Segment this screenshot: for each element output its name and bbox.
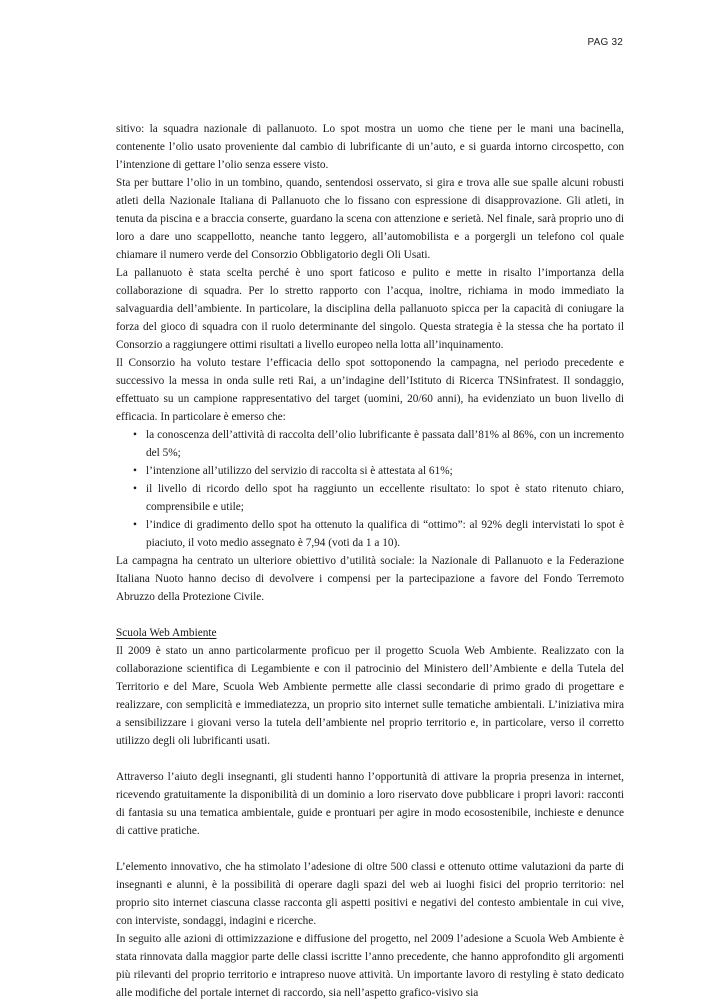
document-body [116,120,624,1002]
paragraph: Sta per buttare l’olio in un tombino, quando, sentendosi osservato, si gira e trova alle sue spalle alcuni robusti atleti della Nazionale Italiana di Pallanuoto che lo fissano con espressione di disapprovazione. Gli atleti, in tenuta da piscina e a braccia conserte, guardano la scena con attenzione e serietà. Nel finale, sarà proprio uno di loro a dare uno scappellotto, neanche tanto leggero, all’automobilista e a porgergli un telefono col quale chiamare il numero verde del Consorzio Obbligatorio degli Oli Usati. [116,177,624,261]
page-number: PAG 32 [587,37,623,48]
list-item: • il livello di ricordo dello spot ha raggiunto un eccellente risultato: lo spot è stato ritenuto chiaro, comprensibile e utile; [146,480,624,516]
list-item: • l’intenzione all’utilizzo del servizio di raccolta si è attestata al 61%; [146,462,624,480]
paragraph: In seguito alle azioni di ottimizzazione e diffusione del progetto, nel 2009 l’adesione a Scuola Web Ambiente è stata rinnovata dalla maggior parte delle classi iscritte l’anno precedente, che hanno approfondito gli argomenti più rilevanti del proprio territorio e intrapreso nuove attività. Un importante lavoro di restyling è stato dedicato alle modifiche del portale internet di raccordo, sia nell’aspetto grafico-visivo sia [116,933,624,999]
list-item: • la conoscenza dell’attività di raccolta dell’olio lubrificante è passata dall’81% al 86%, con un incremento del 5%; [146,426,624,462]
paragraph: L’elemento innovativo, che ha stimolato l’adesione di oltre 500 classi e ottenuto ottime valutazioni da parte di insegnanti e alunni, è la possibilità di operare dagli spazi del web ai luoghi fisici del proprio territorio: nel proprio sito internet ciascuna classe racconta gli aspetti positivi e negativi del contesto ambientale in cui vive, con interviste, sondaggi, indagini e ricerche. [116,861,624,927]
paragraph: La pallanuoto è stata scelta perché è uno sport faticoso e pulito e mette in risalto l’importanza della collaborazione di squadra. Per lo stretto rapporto con l’acqua, inoltre, richiama in modo immediato la salvaguardia dell’ambiente. In particolare, la disciplina della pallanuoto spicca per la capacità di coniugare la forza del gioco di squadra con il ruolo determinante del singolo. Questa strategia è la stessa che ha portato il Consorzio a raggiungere ottimi risultati a livello europeo nella lotta all’inquinamento. [116,267,624,351]
list-item: • l’indice di gradimento dello spot ha ottenuto la qualifica di “ottimo”: al 92% degli intervistati lo spot è piaciuto, il voto medio assegnato è 7,94 (voti da 1 a 10). [146,516,624,552]
paragraph: sitivo: la squadra nazionale di pallanuoto. Lo spot mostra un uomo che tiene per le mani una bacinella, contenente l’olio usato proveniente dal cambio di lubrificante di un’auto, e si guarda intorno circospetto, con l’intenzione di gettare l’olio senza essere visto. [116,123,624,171]
section-heading: Scuola Web Ambiente [116,627,217,639]
paragraph: Attraverso l’aiuto degli insegnanti, gli studenti hanno l’opportunità di attivare la propria presenza in internet, ricevendo gratuitamente la disponibilità di un dominio a loro riservato dove pubblicare i propri lavori: racconti di fantasia su una tematica ambientale, guide e prontuari per agire in modo ecosostenibile, inchieste e denunce di cattive pratiche. [116,771,624,837]
paragraph: La campagna ha centrato un ulteriore obiettivo d’utilità sociale: la Nazionale di Pallanuoto e la Federazione Italiana Nuoto hanno deciso di devolvere i compensi per la partecipazione a favore del Fondo Terremoto Abruzzo della Protezione Civile. [116,555,624,603]
paragraph: Il Consorzio ha voluto testare l’efficacia dello spot sottoponendo la campagna, nel periodo precedente e successivo la messa in onda sulle reti Rai, a un’indagine dell’Istituto di Ricerca TNSinfratest. Il sondaggio, effettuato su un campione rappresentativo del target (uomini, 20/60 anni), ha evidenziato un buon livello di efficacia. In particolare è emerso che: [116,357,624,423]
paragraph: Il 2009 è stato un anno particolarmente proficuo per il progetto Scuola Web Ambiente. Realizzato con la collaborazione scientifica di Legambiente e con il patrocinio del Ministero dell’Ambiente e della Tutela del Territorio e del Mare, Scuola Web Ambiente permette alle classi secondarie di primo grado di progettare e realizzare, con semplicità e immediatezza, un proprio sito internet sulle tematiche ambientali. L’iniziativa mira a sensibilizzare i giovani verso la tutela dell’ambiente nel proprio territorio e, in particolare, verso il corretto utilizzo degli oli lubrificanti usati. [116,645,624,747]
survey-results-list [116,426,624,552]
